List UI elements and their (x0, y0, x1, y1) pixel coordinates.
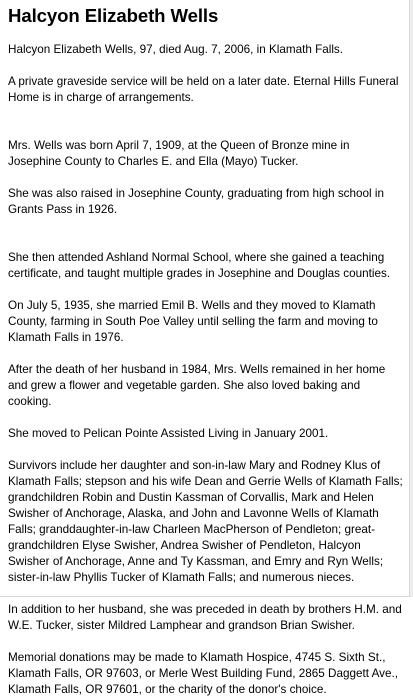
paragraph-education: She then attended Ashland Normal School, where she gained a teaching certificate, and taught multiple grades in Josephine and Douglas counties. (8, 251, 391, 280)
paragraph-assisted-living: She moved to Pelican Pointe Assisted Living in January 2001. (8, 427, 329, 440)
paragraph-birth: Mrs. Wells was born April 7, 1909, at the Queen of Bronze mine in Josephine County to Charles E. and Ella (Mayo) Tucker. (8, 139, 350, 168)
paragraph-later-life: After the death of her husband in 1984, Mrs. Wells remained in her home and grew a flower and vegetable garden. She also loved baking and cooking. (8, 363, 386, 408)
paragraph-marriage: On July 5, 1935, she married Emil B. Wells and they moved to Klamath County, farming in South Poe Valley until selling the farm and moving to Klamath Falls in 1976. (8, 299, 378, 344)
paragraph-survivors: Survivors include her daughter and son-in-law Mary and Rodney Klus of Klamath Falls; stepson and his wife Dean and Gerrie Wells of Klamath Falls; grandchildren Robin and Dustin Kassman of Corvallis, Mark and Helen Swisher of Anchorage, Alaska, and John and Lavonne Wells of Klamath Falls; granddaughter-in-law Charleen MacPherson of Pendleton; great-grandchildren Elyse Swisher, Andrea Swisher of Pendleton, Halcyon Swisher of Anchorage, Anne and Ty Kassman, and Emry and Ryn Wells; sister-in-law Phyllis Tucker of Klamath Falls; and numerous nieces. (8, 459, 403, 584)
paragraph-service: A private graveside service will be held on a later date. Eternal Hills Funeral Home is in charge of arrangements. (8, 75, 399, 104)
paragraph-preceded: In addition to her husband, she was preceded in death by brothers H.M. and W.E. Tucker, sister Mildred Lamphear and grandson Brian Swisher. (8, 603, 402, 632)
article-title: Halcyon Elizabeth Wells (8, 5, 219, 26)
paragraph-memorial: Memorial donations may be made to Klamath Hospice, 4745 S. Sixth St., Klamath Falls, OR 97603, or Merle West Building Fund, 2865 Daggett Ave., Klamath Falls, OR 97601, or the charity of the donor's choice. (8, 651, 399, 696)
paragraph-upbringing: She was also raised in Josephine County, graduating from high school in Grants Pass in 1926. (8, 187, 384, 216)
paragraph-death-notice: Halcyon Elizabeth Wells, 97, died Aug. 7, 2006, in Klamath Falls. (8, 43, 344, 56)
article-content (8, 4, 405, 698)
